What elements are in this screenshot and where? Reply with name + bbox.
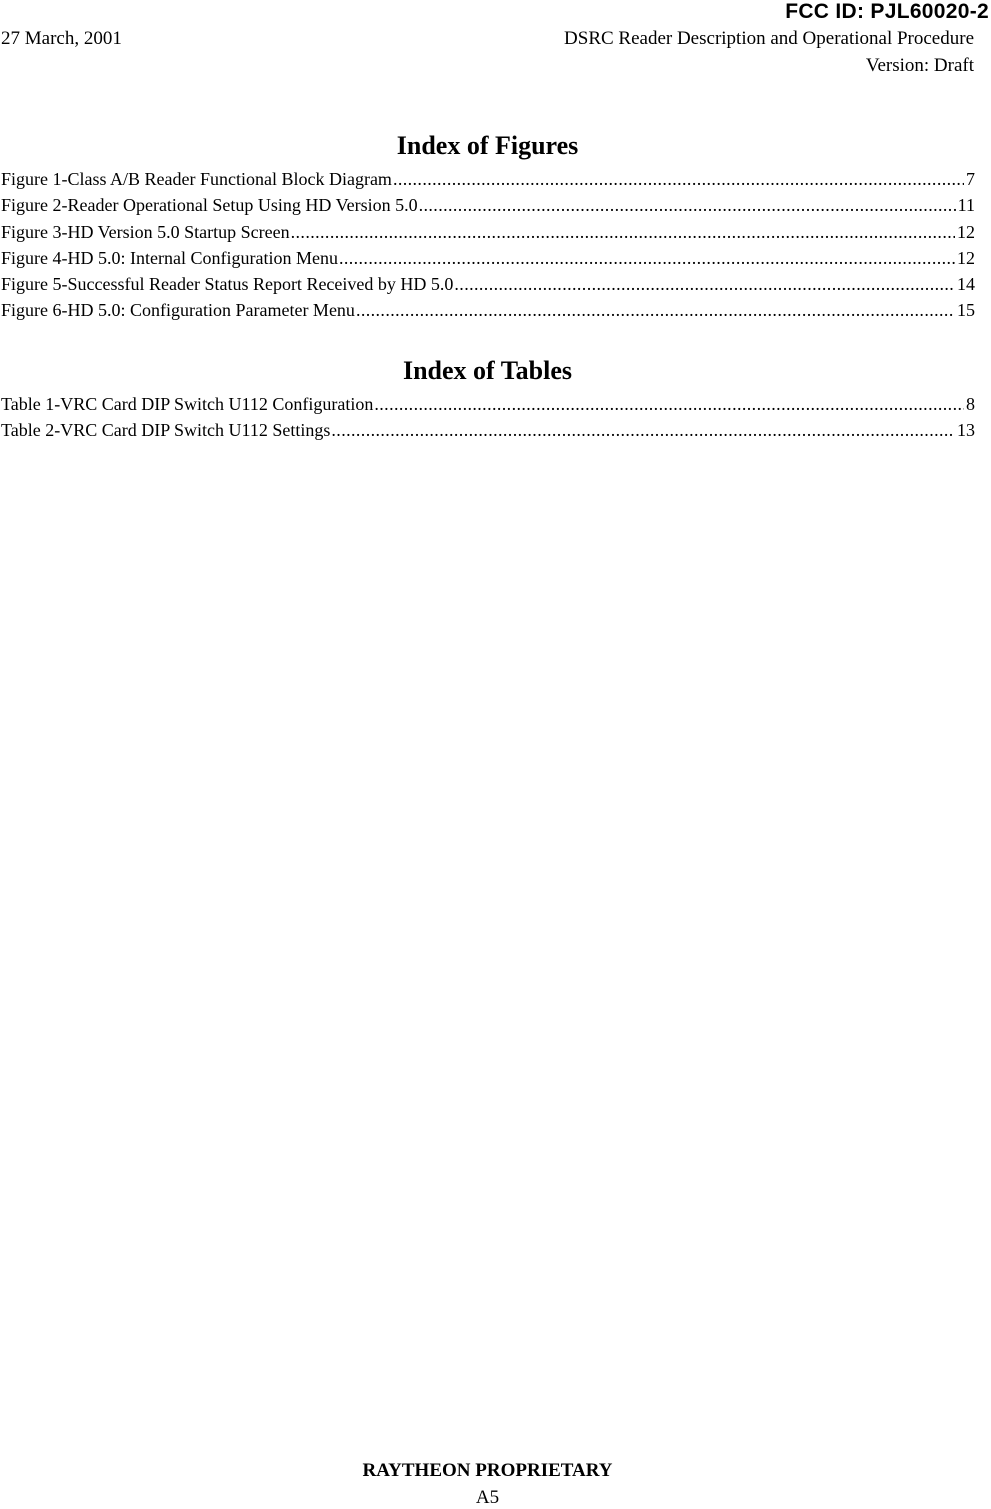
- document-title: DSRC Reader Description and Operational Procedure: [564, 28, 974, 49]
- figure-entry-page: 15: [957, 300, 975, 321]
- leader-dots: [393, 166, 964, 192]
- table-entry-page: 13: [957, 420, 975, 441]
- figure-entry[interactable]: [1, 271, 975, 297]
- proprietary-notice: RAYTHEON PROPRIETARY: [362, 1460, 613, 1481]
- leader-dots: [291, 219, 955, 245]
- tables-index-list: [1, 391, 975, 444]
- figure-entry-page: 7: [966, 169, 975, 189]
- figure-entry-page: 11: [957, 195, 975, 216]
- leader-dots: [356, 297, 955, 323]
- figure-entry[interactable]: [1, 297, 975, 323]
- tables-index-title: Index of Tables: [402, 356, 573, 385]
- figure-entry[interactable]: [1, 166, 975, 192]
- table-entry[interactable]: [1, 391, 975, 417]
- figure-entry[interactable]: [1, 192, 975, 218]
- figures-index-title: Index of Figures: [396, 131, 579, 160]
- fcc-id: FCC ID: PJL60020-2: [785, 0, 989, 23]
- figure-entry[interactable]: [1, 245, 975, 271]
- figure-entry[interactable]: [1, 219, 975, 245]
- leader-dots: [331, 417, 955, 443]
- figure-entry-page: 12: [957, 247, 975, 268]
- page-number: A5: [475, 1487, 500, 1508]
- table-entry[interactable]: [1, 417, 975, 443]
- leader-dots: [374, 391, 964, 417]
- figure-entry-text: Figure 4-HD 5.0: Internal Configuration Menu: [1, 247, 338, 268]
- document-version: Version: Draft: [865, 55, 974, 76]
- figure-entry-text: Figure 2-Reader Operational Setup Using HD Version 5.0: [1, 195, 418, 216]
- leader-dots: [339, 245, 955, 271]
- figures-index-list: [1, 166, 975, 324]
- leader-dots: [419, 192, 956, 218]
- leader-dots: [454, 271, 955, 297]
- figure-entry-text: Figure 1-Class A/B Reader Functional Block Diagram: [1, 169, 392, 189]
- document-date: 27 March, 2001: [1, 28, 122, 49]
- table-entry-text: Table 2-VRC Card DIP Switch U112 Settings: [1, 420, 331, 441]
- figure-entry-text: Figure 3-HD Version 5.0 Startup Screen: [1, 221, 290, 242]
- table-entry-text: Table 1-VRC Card DIP Switch U112 Configuration: [1, 394, 374, 414]
- table-entry-page: 8: [966, 394, 975, 414]
- figure-entry-page: 12: [957, 221, 975, 242]
- figure-entry-page: 14: [957, 274, 975, 295]
- figure-entry-text: Figure 6-HD 5.0: Configuration Parameter Menu: [1, 300, 355, 321]
- figure-entry-text: Figure 5-Successful Reader Status Report Received by HD 5.0: [1, 274, 454, 295]
